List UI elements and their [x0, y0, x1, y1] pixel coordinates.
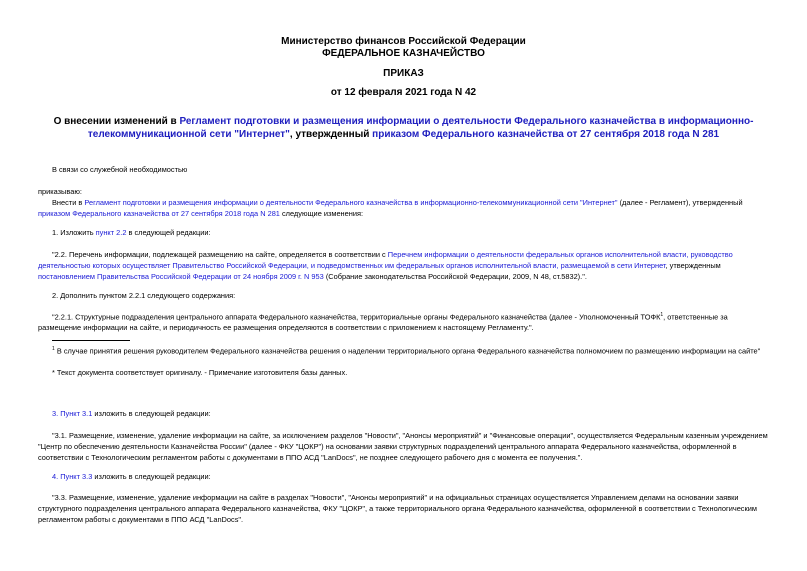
item-3 — [52, 408, 772, 419]
paragraph-amend — [38, 197, 772, 219]
text: "2.2.1. Структурные подразделения центрального аппарата Федерального казначейства, территориальные органы Федерального казначейства (далее - Уполномоченный ТОФК — [52, 312, 661, 322]
doc-date-number: от 12 февраля 2021 года N 42 — [330, 87, 477, 98]
text: изложить в следующей редакции: — [92, 409, 211, 418]
title-text: О внесении изменений в — [53, 116, 180, 127]
paragraph-intro: В связи со служебной необходимостью — [52, 165, 188, 174]
doc-type: ПРИКАЗ — [383, 68, 424, 79]
link-regulation[interactable]: Регламент подготовки и размещения информации о деятельности Федерального казначейства в информационно-телекоммуникационной сети "Интернет" — [84, 198, 618, 207]
text: (Собрание законодательства Российской Федерации, 2009, N 48, ст.5832).". — [323, 272, 587, 281]
text: следующие изменения: — [279, 209, 364, 218]
text: в следующей редакции: — [126, 228, 211, 237]
link-point-3-1[interactable]: Пункт 3.1 — [60, 409, 93, 418]
footnote-mark: 1 — [52, 346, 55, 352]
link-order-281[interactable]: приказом Федерального казначейства от 27 сентября 2018 года N 281 — [38, 209, 280, 218]
footnote — [52, 344, 772, 356]
footnote-divider — [52, 340, 130, 341]
text: Внести в — [52, 198, 85, 207]
doc-title — [30, 115, 777, 141]
agency-name: ФЕДЕРАЛЬНОЕ КАЗНАЧЕЙСТВО — [322, 48, 485, 59]
text: 1. Изложить — [52, 228, 96, 237]
link-point-3-3[interactable]: Пункт 3.3 — [60, 472, 93, 481]
text: (далее - Регламент), утвержденный — [617, 198, 743, 207]
footnote-text: В случае принятия решения руководителем Федерального казначейства решения о наделении территориального органа Федерального казначейства полномочием по размещению информации на сайте" — [54, 346, 761, 356]
ministry-name: Министерство финансов Российской Федерации — [281, 36, 526, 47]
link-point-2-2[interactable]: пункт 2.2 — [95, 228, 127, 237]
quote-3-1: "3.1. Размещение, изменение, удаление информации на сайте, за исключением разделов "Новости", "Анонсы мероприятий" и "Финансовые операции", осуществляется Федеральным казенным учреждением "Центр по обеспечению деятельности Казначейства России" (далее - ФКУ "ЦОКР") на основании заявки структурных подразделений центрального аппарата Федерального казначейства, оформленной в соответствии с Технологическим регламентом работы с документами в ППО АСД "LanDocs", не позднее следующего рабочего дня с момента ее получения.". — [38, 431, 768, 462]
text: , ответственные за размещение информации на сайте, и периодичность ее размещения определяются в соответствии с приложением к настоящему Регламенту.". — [38, 312, 728, 333]
quote-3-3: "3.3. Размещение, изменение, удаление информации на сайте в разделах "Новости", "Анонсы мероприятий" и на официальных страницах осуществляется Управлением делами на основании заявки структурного подразделения центрального аппарата Федерального казначейства, ФКУ "ЦОКР", а также территориального органа Федерального казначейства, оформленной в соответствии с Технологическим регламентом работы с документами в ППО АСД "LanDocs". — [38, 493, 757, 524]
footnote-ref: 1 — [660, 312, 664, 318]
text: 4. — [52, 472, 61, 481]
header-block — [0, 36, 807, 60]
editor-note: * Текст документа соответствует оригиналу. - Примечание изготовителя базы данных. — [52, 368, 348, 377]
link-info-list[interactable]: Перечнем информации о деятельности федеральных органов исполнительной власти, руководство деятельностью которых осуществляет Правительство Российской Федерации, и подведомственных им федеральных органов исполнительной власти, размещаемой в сети Интернет — [38, 250, 733, 270]
link-decree-953[interactable]: постановлением Правительства Российской Федерации от 24 ноября 2009 г. N 953 — [38, 272, 324, 281]
text: изложить в следующей редакции: — [92, 472, 211, 481]
title-link-order[interactable]: приказом Федерального казначейства от 27 сентября 2018 года N 281 — [372, 129, 720, 140]
text: "2.2. Перечень информации, подлежащей размещению на сайте, определяется в соответствии с — [52, 250, 388, 259]
paragraph-order: приказываю: — [38, 187, 82, 196]
text: 3. — [52, 409, 61, 418]
title-text: , утвержденный — [289, 129, 373, 140]
item-2: 2. Дополнить пунктом 2.2.1 следующего содержания: — [52, 291, 236, 300]
item-1 — [52, 227, 772, 238]
item-4 — [52, 471, 772, 482]
title-link-regulation[interactable]: Регламент подготовки и размещения информации о деятельности Федерального казначейства в информационно-телекоммуникационной сети "Интернет" — [87, 116, 754, 140]
text: , утвержденным — [665, 261, 721, 270]
quote-2-2-1 — [38, 310, 772, 333]
quote-2-2 — [38, 249, 772, 282]
